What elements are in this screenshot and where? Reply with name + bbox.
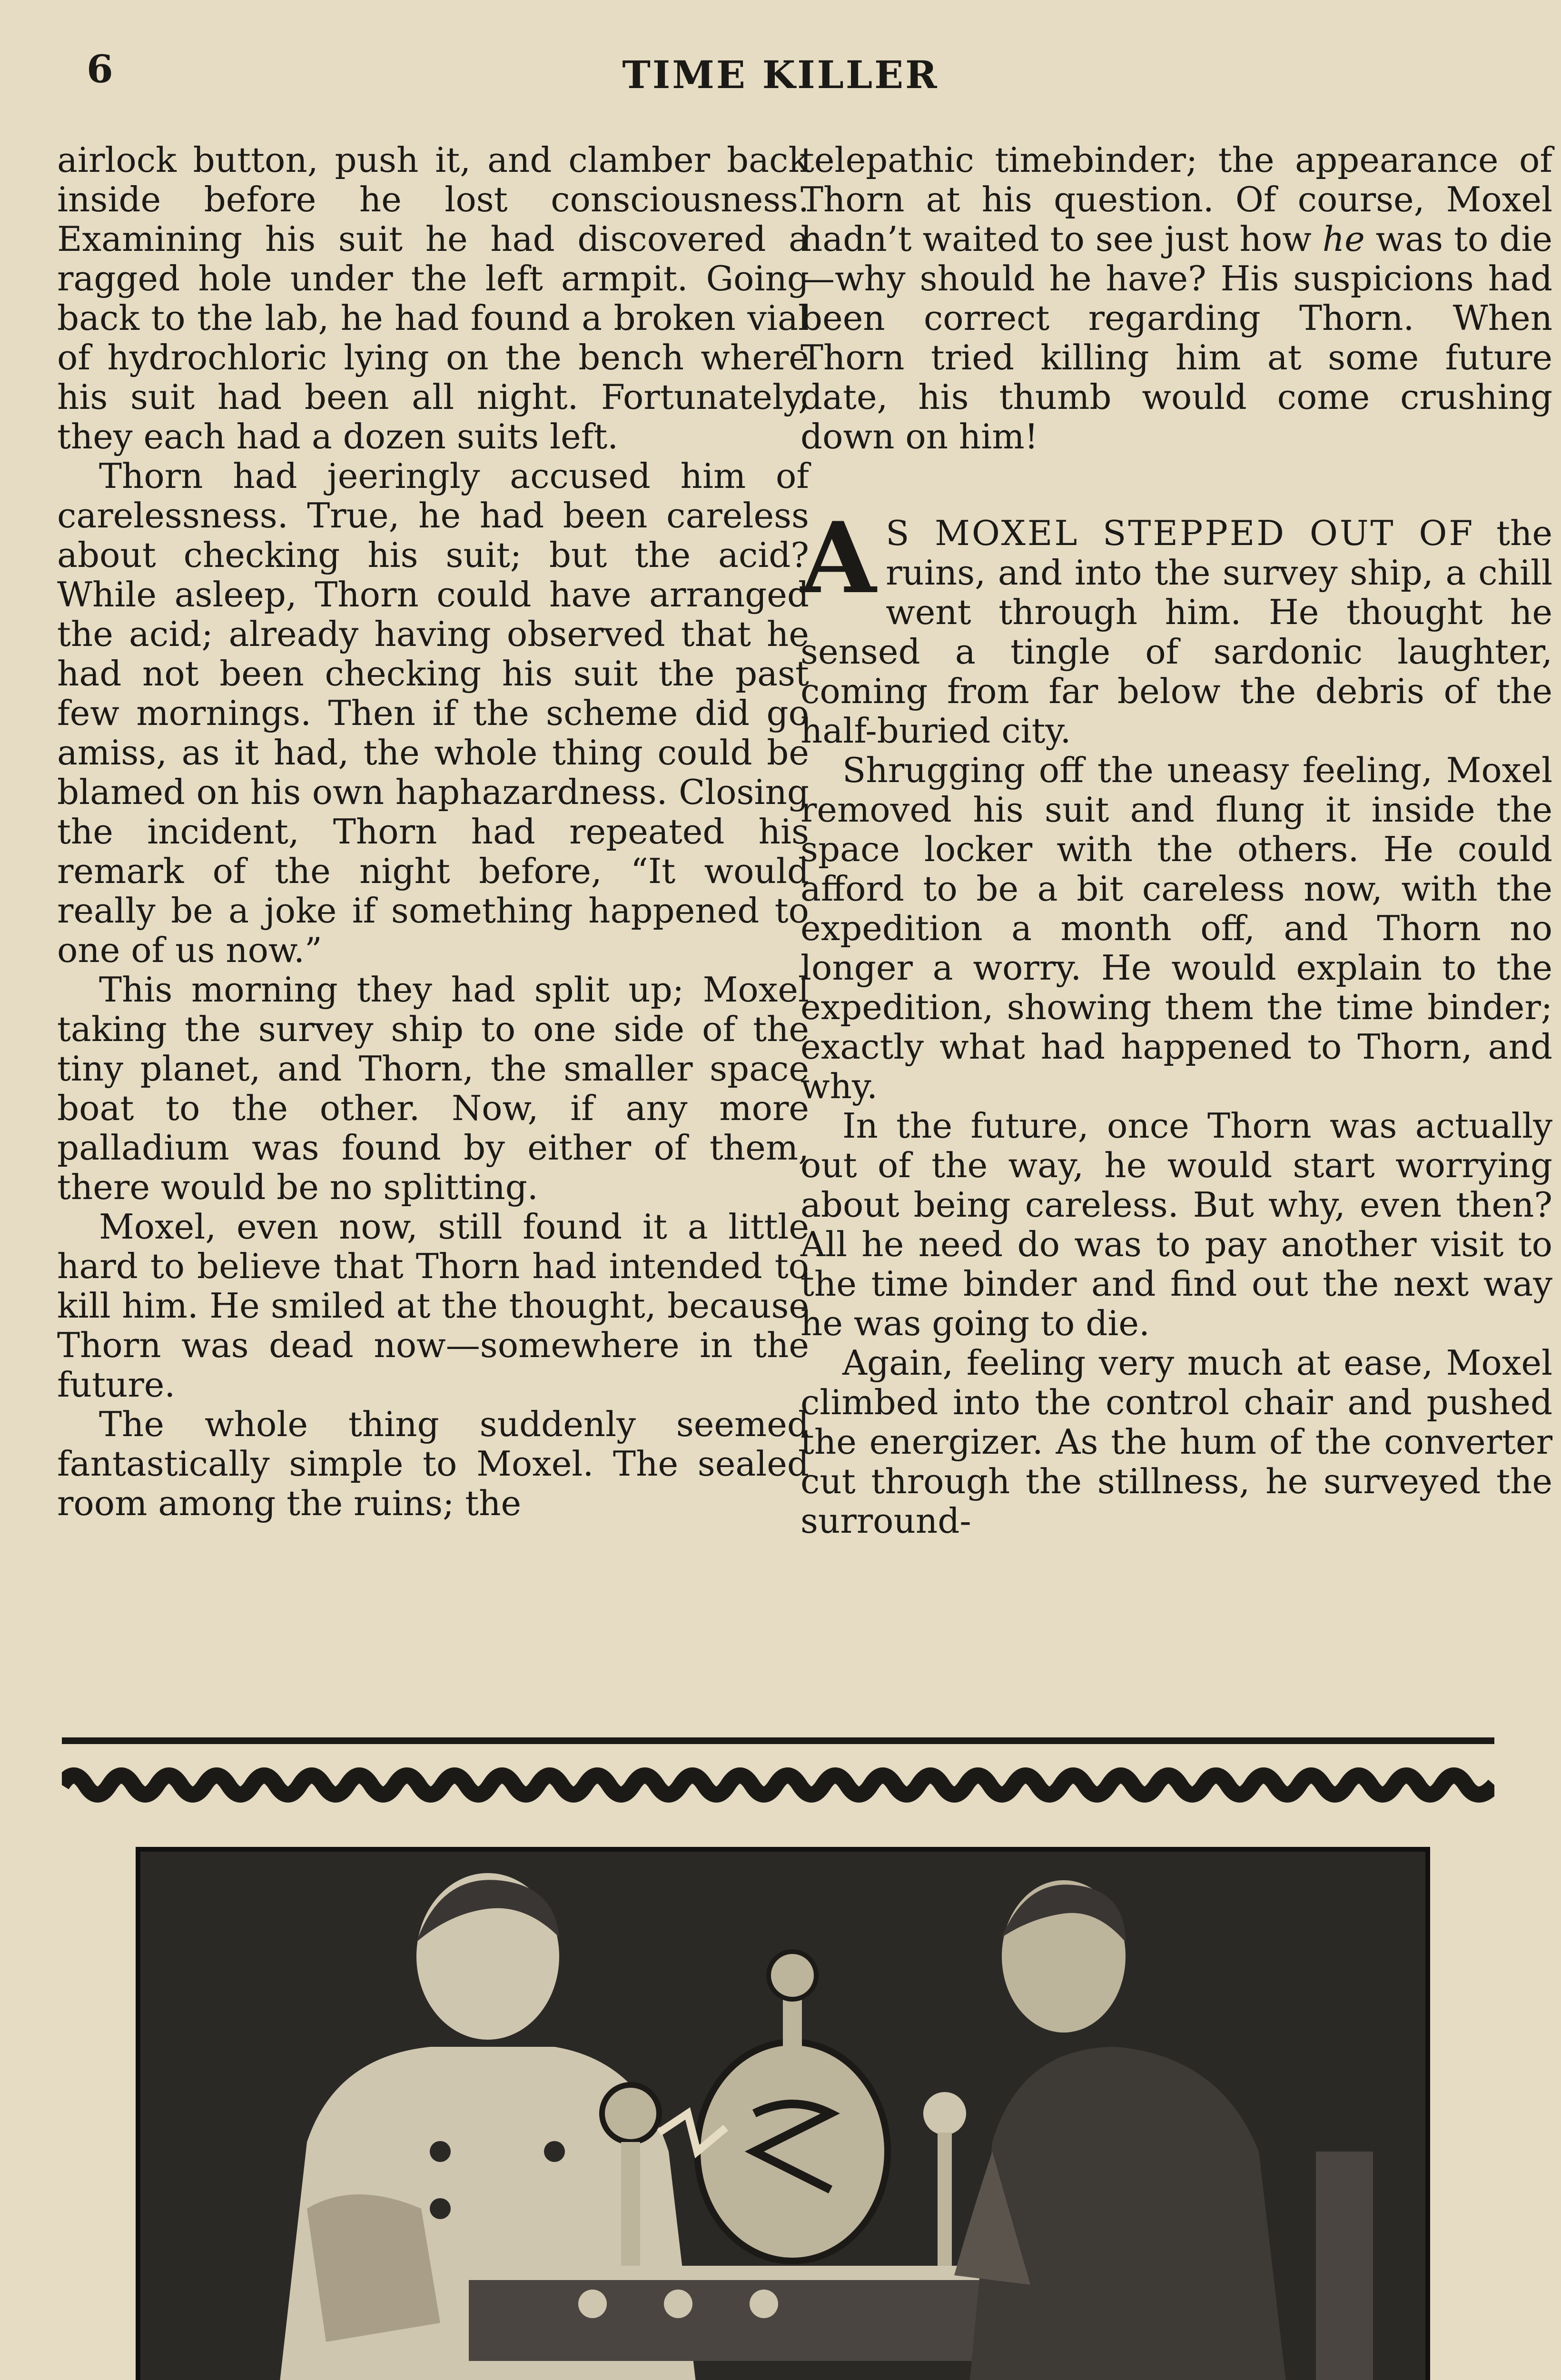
section-opening-paragraph [800,501,1552,751]
right-column [800,140,1552,1541]
paragraph: Again, feeling very much at ease, Moxel climbed into the control chair and pushed the energizer. As the hum of the converter cut through the stillness, he surveyed the surround- [800,1343,1552,1541]
wavy-border-top [62,1756,1494,1814]
paragraph: airlock button, push it, and clamber back inside before he lost consciousness. Examining his suit he had discovered a ragged hole under the left armpit. Going back to the lab, he had found a broken vial of hydrochloric lying on the bench where his suit had been all night. Fortunately, they each had a dozen suits left. [57,140,809,456]
horizontal-rule [62,1737,1494,1744]
paragraph: This morning they had split up; Moxel taking the survey ship to one side of the tiny planet, and Thorn, the smaller space boat to the other. Now, if any more palladium was found by either of them, there would be no splitting. [57,970,809,1207]
paragraph: Moxel, even now, still found it a little hard to believe that Thorn had intended to kill him. He smiled at the thought, because Thorn was dead now—somewhere in the future. [57,1207,809,1405]
left-column [57,140,809,1523]
paragraph: Thorn had jeeringly accused him of carelessness. True, he had been careless about checking his suit; but the acid? While asleep, Thorn could have arranged the acid; already having observed that he had not been checking his suit the past few mornings. Then if the scheme did go amiss, as it had, the whole thing could be blamed on his own haphazardness. Closing the incident, Thorn had repeated his remark of the night before, “It would really be a joke if something happened to one of us now.” [57,456,809,970]
paragraph-text: the ruins, and into the survey ship, a chill went through him. He thought he sensed a tingle of sardonic laughter, coming from far below the debris of the half-buried city. [800,513,1552,751]
paragraph-text: was to die—why should he have? His suspicions had been correct regarding Thorn. When Thorn tried killing him at some future date, his thumb would come crushing down on him! [800,219,1552,456]
emphasis-text: he [1322,219,1365,259]
paragraph: The whole thing suddenly seemed fantastically simple to Moxel. The sealed room among the ruins; the [57,1404,809,1523]
paragraph: In the future, once Thorn was actually out of the way, he would start worrying about being careless. But why, even then? All he need do was to pay another visit to the time binder and find out the next way he was going to die. [800,1106,1552,1343]
paragraph: Shrugging off the uneasy feeling, Moxel removed his suit and flung it inside the space locker with the others. He could afford to be a bit careless now, with the expedition a month off, and Thorn no longer a worry. He would explain to the expedition, showing them the time binder; exactly what had happened to Thorn, and why. [800,750,1552,1106]
paragraph [800,140,1552,456]
section-lead-caps: S MOXEL STEPPED OUT OF [886,513,1475,553]
drop-cap: A [800,501,877,615]
paragraph-text: telepathic timebinder; the appearance of Thorn at his question. Of course, Moxel hadn’t waited to see just how [800,140,1552,259]
page-number: 6 [87,47,113,91]
running-title: TIME KILLER [622,52,939,97]
story-illustration [136,1847,1430,2380]
